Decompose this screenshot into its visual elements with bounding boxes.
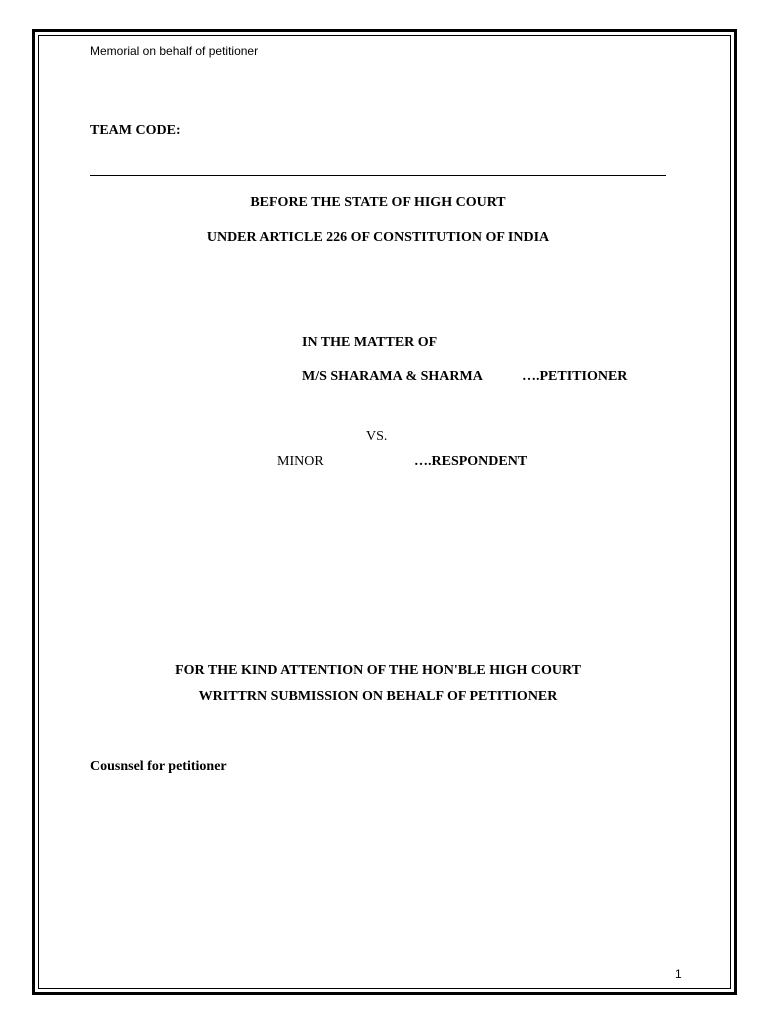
versus-label: VS. [366,429,388,444]
jurisdiction-line: UNDER ARTICLE 226 OF CONSTITUTION OF INDIA [206,230,550,245]
running-header: Memorial on behalf of petitioner [90,44,259,58]
counsel-label: Cousnsel for petitioner [90,759,227,774]
petitioner-name: M/S SHARAMA & SHARMA [302,369,483,384]
team-code-label: TEAM CODE: [90,123,181,138]
respondent-name: MINOR [277,454,324,469]
submission-line: WRITTRN SUBMISSION ON BEHALF OF PETITIONER [198,689,558,704]
matter-label: IN THE MATTER OF [302,335,438,350]
page-number: 1 [675,967,682,981]
respondent-role: ….RESPONDENT [414,454,528,469]
page-border-inner [38,35,731,989]
petitioner-role: ….PETITIONER [522,369,628,384]
horizontal-rule [90,175,666,176]
attention-line: FOR THE KIND ATTENTION OF THE HON'BLE HIGH COURT [175,663,581,678]
court-line: BEFORE THE STATE OF HIGH COURT [250,195,506,210]
